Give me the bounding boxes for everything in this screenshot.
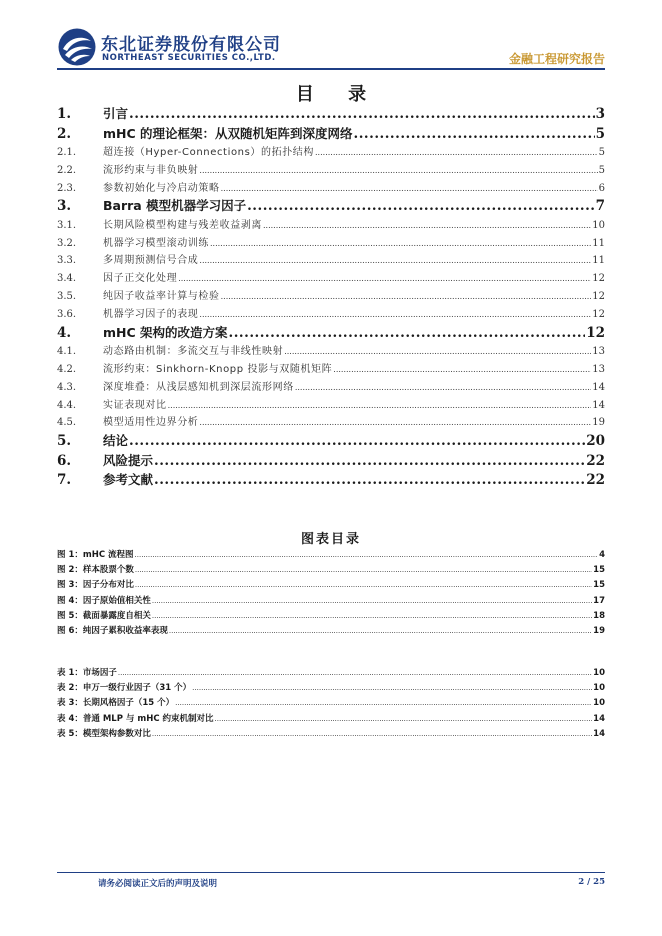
toc-entry-page: 7 (595, 198, 605, 215)
table-entry-page: 10 (593, 668, 605, 678)
toc-entry[interactable] (57, 143, 605, 161)
figure-entry[interactable] (57, 609, 605, 624)
toc-entry[interactable] (57, 470, 605, 490)
toc-entry-page: 14 (592, 381, 605, 393)
toc-entry-number: 7. (57, 472, 72, 489)
toc-entry[interactable] (57, 378, 605, 396)
figure-entry-label: 图 2：样本股票个数 (57, 565, 134, 576)
toc-entry-number: 2.3. (57, 182, 77, 194)
toc-entry-title: 长期风险模型构建与残差收益剥离 (103, 219, 262, 231)
toc-entry[interactable] (57, 104, 605, 124)
toc-dot-leader (229, 325, 586, 341)
toc-entry-title: 流形约束：Sinkhorn-Knopp 投影与双随机矩阵 (103, 363, 333, 375)
dot-leader (152, 612, 592, 620)
toc-entry-page: 12 (586, 324, 605, 341)
toc-entry-page: 22 (586, 452, 605, 469)
toc-entry-number: 3.4. (57, 273, 77, 285)
page-indicator: 2 / 25 (578, 877, 605, 887)
toc-entry-page: 19 (592, 417, 605, 429)
toc-entry-title: 参考文献 (103, 472, 154, 488)
toc-dot-leader (199, 310, 591, 319)
toc-dot-leader (284, 347, 591, 356)
figure-entry-page: 15 (593, 580, 605, 591)
figure-entry-page: 17 (593, 595, 605, 606)
toc-dot-leader (333, 365, 591, 374)
toc-entry[interactable] (57, 287, 605, 305)
toc-entry[interactable] (57, 269, 605, 287)
toc-entry-number: 2.2. (57, 164, 77, 176)
toc-entry-title: mHC 架构的改造方案 (103, 324, 228, 340)
report-type: 金融工程研究报告 (508, 52, 605, 66)
toc-entry-page: 11 (592, 255, 605, 267)
figure-entry[interactable] (57, 548, 605, 563)
toc-entry-number: 3.2. (57, 237, 77, 249)
toc-entry-title: 因子正交化处理 (103, 273, 178, 285)
table-list (57, 666, 605, 742)
toc-entry-title: 实证表现对比 (103, 399, 167, 411)
toc-dot-leader (154, 453, 585, 469)
figures-toc-title: 图表目录 (300, 532, 361, 547)
dot-leader (192, 684, 592, 692)
dot-leader (169, 627, 592, 635)
toc-dot-leader (199, 256, 591, 265)
toc-entry-page: 22 (586, 472, 605, 489)
toc-title: 目 录 (295, 84, 381, 105)
figure-entry[interactable] (57, 563, 605, 578)
figure-entry-label: 图 4：因子原始值相关性 (57, 595, 151, 606)
table-entry-page: 14 (593, 728, 605, 739)
toc-dot-leader (129, 106, 595, 122)
dot-leader (152, 597, 592, 605)
toc-dot-leader (129, 433, 585, 449)
toc-entry-number: 5. (57, 433, 72, 450)
dot-leader (152, 730, 592, 738)
table-entry[interactable] (57, 727, 605, 742)
toc-entry-number: 3.3. (57, 255, 77, 267)
table-entry-label: 表 5：模型架构参数对比 (57, 728, 151, 739)
toc-entry[interactable] (57, 323, 605, 343)
footer-disclaimer: 请务必阅读正文后的声明及说明 (98, 879, 218, 889)
dot-leader (118, 669, 592, 677)
toc-entry-page: 13 (592, 363, 605, 375)
toc-entry[interactable] (57, 431, 605, 451)
company-name-en: NORTHEAST SECURITIES CO.,LTD. (102, 53, 276, 63)
toc-entry-page: 11 (592, 237, 605, 249)
toc-entry-number: 4.2. (57, 363, 77, 375)
figure-entry-page: 15 (593, 565, 605, 576)
dot-leader (175, 699, 592, 707)
figure-list (57, 548, 605, 639)
toc-entry[interactable] (57, 251, 605, 269)
toc-entry-title: 动态路由机制：多流交互与非线性映射 (103, 346, 284, 358)
toc-entry-number: 3.1. (57, 219, 77, 231)
footer-divider (57, 872, 605, 873)
toc-dot-leader (199, 418, 591, 427)
figure-entry-label: 图 5：截面暴露度自相关 (57, 610, 151, 621)
toc-entry-title: 风险提示 (103, 452, 154, 468)
toc-entry-number: 2. (57, 125, 72, 142)
toc-dot-leader (210, 239, 591, 248)
figure-entry-label: 图 6：纯因子累积收益率表现 (57, 625, 168, 636)
toc-entry[interactable] (57, 305, 605, 323)
toc-dot-leader (295, 383, 591, 392)
dot-leader (135, 551, 599, 559)
toc-entry-page: 12 (592, 308, 605, 320)
toc-dot-leader (154, 472, 585, 488)
toc-entry-title: 流形约束与非负映射 (103, 164, 199, 176)
toc-entry-title: 多周期预测信号合成 (103, 255, 199, 267)
dot-leader (135, 581, 592, 589)
toc-entry-number: 4.4. (57, 399, 77, 411)
toc-entry[interactable] (57, 360, 605, 378)
toc-entry-number: 4. (57, 324, 72, 341)
toc-entry-number: 4.5. (57, 417, 77, 429)
toc-entry[interactable] (57, 451, 605, 471)
toc-dot-leader (221, 184, 598, 193)
toc-entry[interactable] (57, 179, 605, 197)
toc-entry-title: 结论 (103, 433, 129, 449)
header-divider (57, 68, 605, 70)
toc-entry-number: 1. (57, 106, 72, 122)
toc-entry-page: 5 (595, 125, 605, 142)
figure-entry[interactable] (57, 624, 605, 639)
toc-dot-leader (354, 126, 595, 142)
table-entry-page: 10 (593, 698, 605, 709)
toc-entry-page: 14 (592, 399, 605, 411)
table-entry-label: 表 2：申万一级行业因子（31 个） (57, 683, 192, 694)
toc-entry-page: 12 (592, 273, 605, 285)
toc-entry-number: 4.3. (57, 381, 77, 393)
toc-entry[interactable] (57, 234, 605, 252)
toc-entry[interactable] (57, 161, 605, 179)
company-name-cn: 东北证券股份有限公司 (101, 35, 281, 55)
toc-entry[interactable] (57, 216, 605, 234)
figure-entry[interactable] (57, 594, 605, 609)
toc-entry-title: 机器学习因子的表现 (103, 308, 199, 320)
toc-entry[interactable] (57, 413, 605, 431)
toc-entry[interactable] (57, 342, 605, 360)
page-header (0, 0, 662, 70)
table-of-contents (57, 104, 605, 490)
figure-entry-page: 4 (599, 550, 605, 560)
dot-leader (135, 566, 592, 574)
table-entry[interactable] (57, 681, 605, 696)
toc-entry-title: 引言 (103, 106, 129, 121)
toc-entry-title: 超连接（Hyper-Connections）的拓扑结构 (103, 147, 315, 158)
table-entry-label: 表 1：市场因子 (57, 668, 117, 678)
toc-entry-page: 3 (595, 106, 605, 122)
toc-entry-title: 机器学习模型滚动训练 (103, 237, 209, 249)
toc-entry[interactable] (57, 396, 605, 414)
table-entry-label: 表 4：普通 MLP 与 mHC 约束机制对比 (57, 713, 214, 724)
toc-entry-page: 5 (598, 147, 605, 158)
table-entry[interactable] (57, 666, 605, 681)
figure-entry-page: 19 (593, 625, 605, 636)
table-entry-page: 10 (593, 683, 605, 694)
toc-entry-title: 模型适用性边界分析 (103, 417, 199, 429)
toc-entry-title: mHC 的理论框架：从双随机矩阵到深度网络 (103, 125, 353, 141)
toc-entry-title: 纯因子收益率计算与检验 (103, 291, 220, 303)
toc-entry-title: 参数初始化与冷启动策略 (103, 182, 220, 194)
figure-entry-label: 图 1：mHC 流程图 (57, 550, 134, 560)
toc-entry-page: 12 (592, 291, 605, 303)
figure-entry[interactable] (57, 578, 605, 593)
toc-dot-leader (221, 292, 592, 301)
toc-entry-title: 深度堆叠：从浅层感知机到深层流形网络 (103, 381, 294, 393)
dot-leader (215, 715, 593, 723)
toc-dot-leader (168, 401, 592, 410)
toc-dot-leader (199, 166, 597, 175)
toc-dot-leader (178, 274, 591, 283)
toc-entry-page: 20 (586, 433, 605, 450)
toc-dot-leader (263, 221, 591, 230)
toc-entry-number: 3.5. (57, 291, 77, 303)
toc-entry-number: 3. (57, 198, 72, 215)
toc-entry-page: 13 (592, 346, 605, 358)
toc-entry-page: 6 (598, 182, 605, 194)
northeast-securities-logo-icon (57, 27, 97, 67)
table-entry-page: 14 (593, 713, 605, 724)
toc-entry-number: 2.1. (57, 147, 77, 158)
table-entry[interactable] (57, 712, 605, 727)
toc-entry-page: 5 (598, 164, 605, 176)
toc-dot-leader (247, 198, 595, 214)
toc-entry-number: 4.1. (57, 346, 77, 358)
table-entry-label: 表 3：长期风格因子（15 个） (57, 698, 175, 709)
toc-entry-number: 6. (57, 452, 72, 469)
toc-entry-page: 10 (592, 219, 605, 231)
figure-entry-page: 18 (593, 610, 605, 621)
toc-entry-title: Barra 模型机器学习因子 (103, 198, 247, 214)
toc-entry[interactable] (57, 124, 605, 144)
toc-dot-leader (315, 148, 598, 157)
toc-entry[interactable] (57, 196, 605, 216)
toc-entry-number: 3.6. (57, 308, 77, 320)
figure-entry-label: 图 3：因子分布对比 (57, 580, 134, 591)
table-entry[interactable] (57, 696, 605, 711)
